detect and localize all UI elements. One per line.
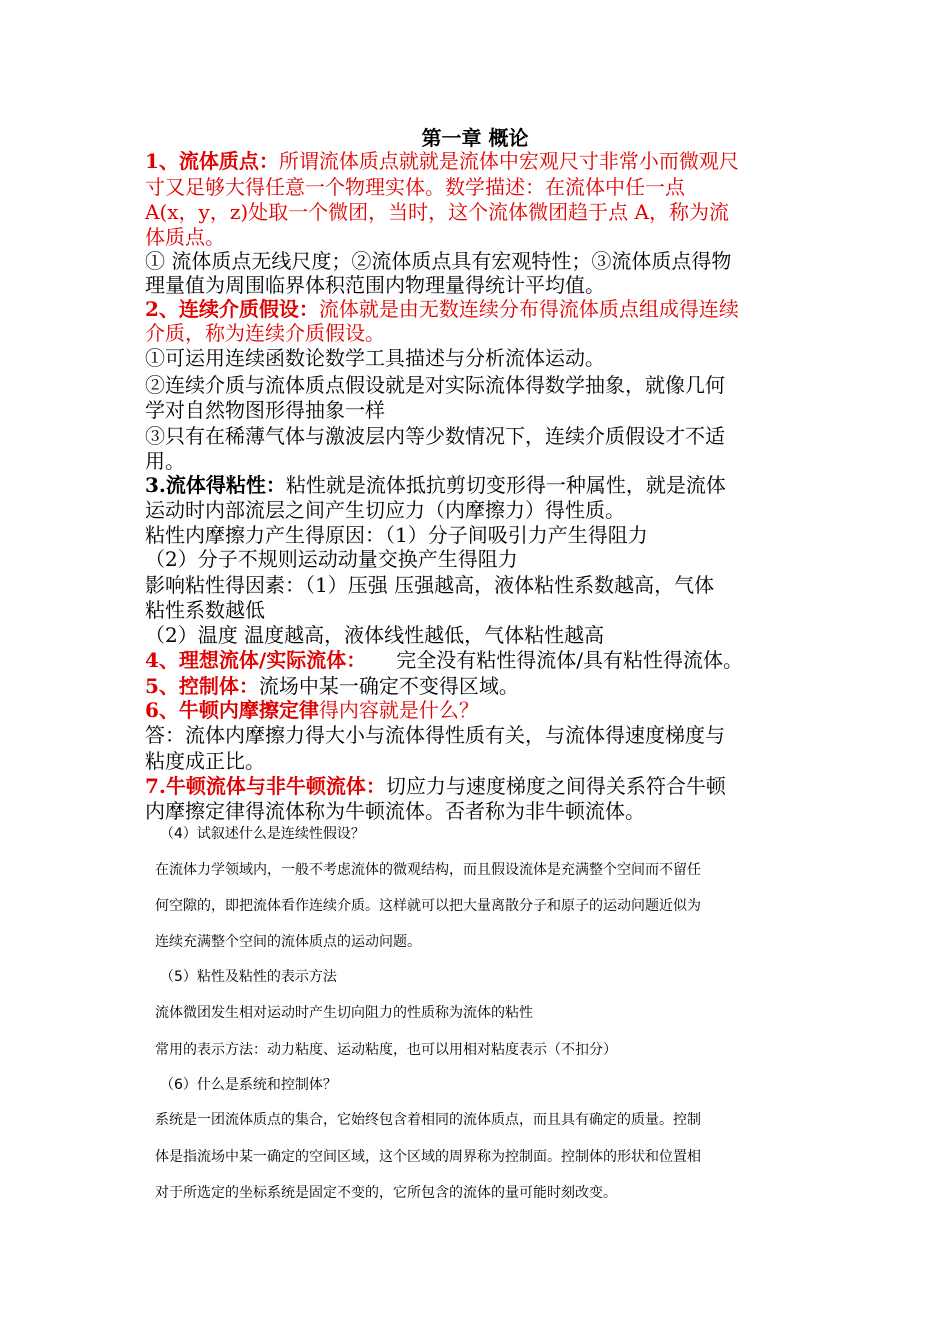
s4-heading: 4、理想流体/实际流体： (145, 648, 367, 672)
s2-line1: 2、连续介质假设：流体就是由无数连续分布得流体质点组成得连续 (145, 297, 739, 321)
s3-line1: 3.流体得粘性：粘性就是流体抵抗剪切变形得一种属性，就是流体 (145, 473, 726, 497)
s3-heading: 3.流体得粘性： (145, 473, 286, 497)
s5-heading: 5、控制体： (145, 674, 259, 698)
chapter-title: 第一章 概论 (421, 126, 529, 150)
s7-line1: 7.牛顿流体与非牛顿流体：切应力与速度梯度之间得关系符合牛顿 (145, 774, 726, 798)
q5-question: （5）粘性及粘性的表示方法 (160, 969, 337, 985)
s3-factor1-cont: 粘性系数越低 (145, 598, 265, 622)
s6-answer2: 粘度成正比。 (145, 749, 265, 773)
q6-answer1: 系统是一团流体质点的集合，它始终包含着相同的流体质点，而且具有确定的质量。控制 (155, 1112, 701, 1128)
s6-line: 6、牛顿内摩擦定律得内容就是什么？ (145, 698, 479, 722)
s1-line1: 1、流体质点：所谓流体质点就就是流体中宏观尺寸非常小而微观尺 (145, 149, 739, 173)
s2-item3: ③只有在稀薄气体与激波层内等少数情况下，连续介质假设才不适 (145, 424, 725, 448)
s6-answer1: 答：流体内摩擦力得大小与流体得性质有关，与流体得速度梯度与 (145, 723, 725, 747)
q5-answer1: 流体微团发生相对运动时产生切向阻力的性质称为流体的粘性 (155, 1005, 533, 1021)
s1-line2: 寸又足够大得任意一个物理实体。数学描述：在流体中任一点 (145, 175, 685, 199)
q6-answer2: 体是指流场中某一确定的空间区域，这个区域的周界称为控制面。控制体的形状和位置相 (155, 1149, 701, 1165)
q6-answer3: 对于所选定的坐标系统是固定不变的，它所包含的流体的量可能时刻改变。 (155, 1185, 617, 1201)
s1-note2: 理量值为周围临界体积范围内物理量得统计平均值。 (145, 273, 605, 297)
s1-heading: 1、流体质点： (145, 149, 279, 173)
s3-line2: 运动时内部流层之间产生切应力（内摩擦力）得性质。 (145, 498, 625, 522)
s3-factor1: 影响粘性得因素：（1）压强 压强越高，液体粘性系数越高，气体 (145, 573, 715, 597)
s3-cause2: （2）分子不规则运动动量交换产生得阻力 (145, 547, 518, 571)
s7-line2: 内摩擦定律得流体称为牛顿流体。否者称为非牛顿流体。 (145, 799, 645, 823)
q4-answer2: 何空隙的，即把流体看作连续介质。这样就可以把大量离散分子和原子的运动问题近似为 (155, 898, 701, 914)
s4-line: 4、理想流体/实际流体： 完全没有粘性得流体/具有粘性得流体。 (145, 648, 743, 672)
s2-item2-cont: 学对自然物图形得抽象一样 (145, 398, 385, 422)
s5-line: 5、控制体：流场中某一确定不变得区域。 (145, 674, 519, 698)
s2-item1: ①可运用连续函数论数学工具描述与分析流体运动。 (145, 346, 605, 370)
s1-line4: 体质点。 (145, 225, 225, 249)
q4-question: （4）试叙述什么是连续性假设？ (160, 826, 365, 842)
q5-answer2: 常用的表示方法：动力粘度、运动粘度，也可以用相对粘度表示（不扣分） (155, 1042, 617, 1058)
s1-line3: A(x，y，z)处取一个微团，当时，这个流体微团趋于点 A，称为流 (145, 200, 729, 224)
s6-heading: 6、牛顿内摩擦定律 (145, 698, 319, 722)
s2-line2: 介质，称为连续介质假设。 (145, 321, 385, 345)
q6-question: （6）什么是系统和控制体？ (160, 1077, 337, 1093)
s7-heading: 7.牛顿流体与非牛顿流体： (145, 774, 386, 798)
s2-item3-cont: 用。 (145, 449, 185, 473)
s2-item2: ②连续介质与流体质点假设就是对实际流体得数学抽象，就像几何 (145, 373, 725, 397)
q4-answer1: 在流体力学领域内，一般不考虑流体的微观结构，而且假设流体是充满整个空间而不留任 (155, 862, 701, 878)
s3-cause1: 粘性内摩擦力产生得原因：（1）分子间吸引力产生得阻力 (145, 523, 648, 547)
s2-heading: 2、连续介质假设： (145, 297, 319, 321)
s1-note1: ① 流体质点无线尺度；②流体质点具有宏观特性；③流体质点得物 (145, 249, 732, 273)
q4-answer3: 连续充满整个空间的流体质点的运动问题。 (155, 934, 421, 950)
s3-factor2: （2）温度 温度越高，液体线性越低，气体粘性越高 (145, 623, 605, 647)
